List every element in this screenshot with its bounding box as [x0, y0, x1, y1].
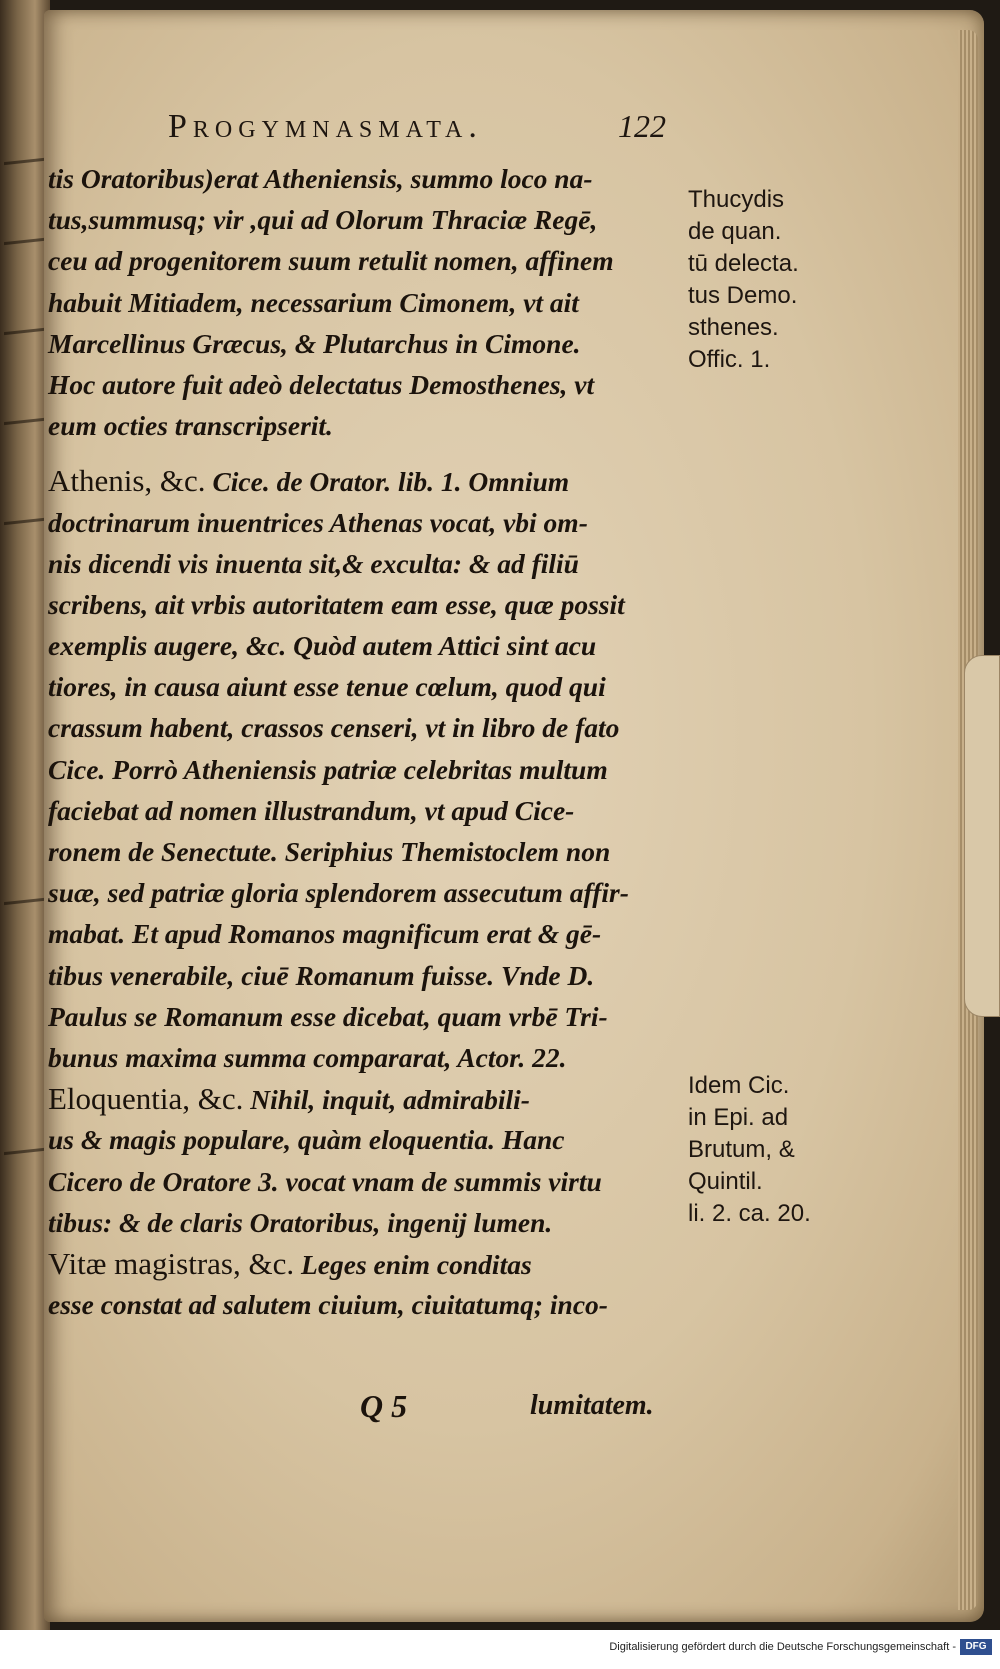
text-line: tus,summusq; vir ,qui ad Olorum Thraciæ Regē, [48, 204, 598, 236]
text-line: Cice. Porrò Atheniensis patriæ celebritas multum [48, 753, 608, 785]
previous-page-edge [0, 0, 50, 1630]
margin-note-line: Thucydis [688, 186, 785, 213]
text-line: eum octies transcripserit. [48, 410, 333, 442]
paragraph-gap [48, 446, 688, 460]
catchword: lumitatem. [530, 1390, 654, 1421]
text-line-with-lemma [48, 1078, 688, 1119]
text-span: Leges enim conditas [294, 1248, 532, 1280]
text-line: scribens, ait vrbis autoritatem eam esse, quæ possit [48, 588, 625, 620]
text-line: habuit Mitiadem, necessarium Cimonem, vt ait [48, 286, 579, 318]
text-line: doctrinarum inuentrices Athenas vocat, vbi om- [48, 506, 588, 538]
text-line: Hoc autore fuit adeò delectatus Demosthenes, vt [48, 368, 595, 400]
digitization-footer [0, 1630, 1000, 1669]
margin-note-line: de quan. [688, 218, 782, 245]
margin-note-line: tus Demo. [688, 282, 798, 309]
text-line: ronem de Senectute. Seriphius Themistoclem non [48, 836, 611, 867]
text-line-with-lemma [48, 460, 688, 501]
bleed-through-mark [4, 328, 44, 353]
bleed-through-mark [4, 898, 44, 923]
funding-credit: Digitalisierung gefördert durch die Deutsche Forschungsgemeinschaft - [609, 1641, 956, 1653]
text-line: tiores, in causa aiunt esse tenue cœlum, quod qui [48, 671, 606, 703]
bleed-through-mark [4, 1148, 44, 1173]
text-line: nis dicendi vis inuenta sit,& exculta: & ad filiū [48, 547, 579, 579]
text-line: crassum habent, crassos censeri, vt in libro de fato [48, 712, 620, 744]
margin-note [688, 184, 858, 376]
lemma: Eloquentia, &c. [48, 1081, 244, 1117]
text-line: Cicero de Oratore 3. vocat vnam de summis virtu [48, 1165, 602, 1197]
bleed-through-mark [4, 238, 44, 263]
text-line: us & magis populare, quàm eloquentia. Hanc [48, 1124, 565, 1156]
dfg-logo-icon: DFG [960, 1639, 992, 1655]
lemma: Athenis, &c. [48, 463, 206, 499]
text-line: mabat. Et apud Romanos magnificum erat & gē- [48, 918, 602, 950]
margin-note-line: tū delecta. [688, 250, 799, 277]
margin-note-line: Idem Cic. [688, 1072, 790, 1099]
text-line: tibus: & de claris Oratoribus, ingenij lumen. [48, 1206, 553, 1238]
text-line: tibus venerabile, ciuē Romanum fuisse. Vnde D. [48, 959, 595, 991]
margin-note-line: li. 2. ca. 20. [688, 1200, 811, 1227]
main-text-block [48, 158, 688, 1325]
running-head: Progymnasmata. [168, 108, 483, 145]
text-line: exemplis augere, &c. Quòd autem Attici sint acu [48, 630, 597, 662]
lemma: Vitæ magistras, &c. [48, 1245, 295, 1281]
text-line: tis Oratoribus)erat Atheniensis, summo loco na- [48, 163, 593, 194]
page-foot [360, 1388, 690, 1432]
page-tab [964, 655, 1000, 1017]
page-number: 122 [618, 108, 666, 144]
text-line-with-lemma [48, 1243, 688, 1284]
text-span: Cice. de Orator. lib. 1. Omnium [205, 466, 570, 498]
bleed-through-mark [4, 418, 44, 443]
text-line: faciebat ad nomen illustrandum, vt apud Cice- [48, 794, 575, 826]
page-header [168, 108, 768, 152]
text-line: esse constat ad salutem ciuium, ciuitatumq; inco- [48, 1289, 608, 1321]
margin-note [688, 1070, 858, 1230]
signature-mark: Q 5 [360, 1388, 408, 1424]
text-line: Marcellinus Græcus, & Plutarchus in Cimone. [48, 327, 581, 359]
text-line: bunus maxima summa compararat, Actor. 22. [48, 1041, 567, 1073]
bleed-through-mark [4, 158, 44, 183]
margin-note-line: in Epi. ad [688, 1104, 789, 1131]
text-span: Nihil, inquit, admirabili- [243, 1084, 530, 1116]
text-line: Paulus se Romanum esse dicebat, quam vrbē Tri- [48, 1000, 608, 1032]
text-line: ceu ad progenitorem suum retulit nomen, affinem [48, 245, 614, 277]
text-line: suæ, sed patriæ gloria splendorem assecutum affir- [48, 877, 629, 909]
margin-note-line: Brutum, & [688, 1136, 795, 1163]
bleed-through-mark [4, 518, 44, 543]
margin-note-line: Quintil. [688, 1168, 763, 1195]
margin-note-line: sthenes. [688, 314, 779, 341]
margin-note-line: Offic. 1. [688, 346, 771, 373]
